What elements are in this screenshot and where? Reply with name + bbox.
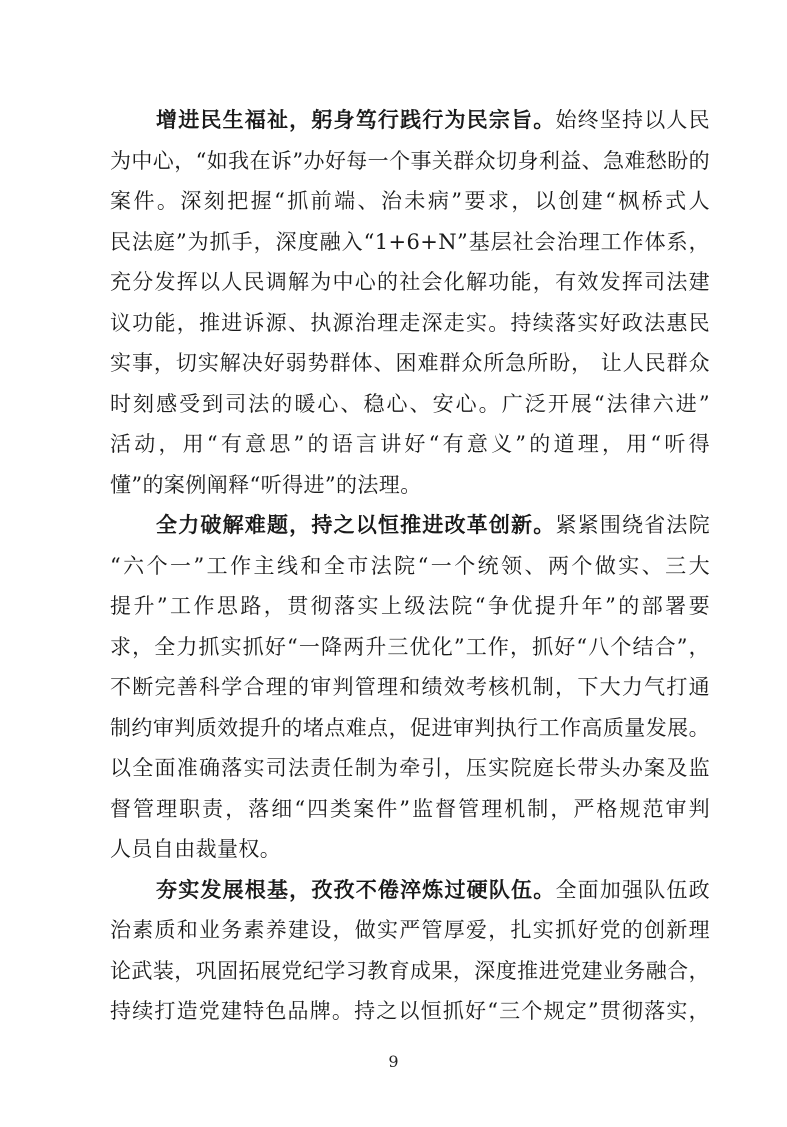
paragraph-text: 紧紧围绕省法院 — [555, 513, 710, 537]
paragraph-line: 实事，切实解决好弱势群体、困难群众所急所盼， 让人民群众 — [110, 351, 710, 375]
paragraph-line: 治素质和业务素养建设，做实严管厚爱，扎实抓好党的创新理 — [110, 918, 710, 942]
paragraph-line: 民法庭”为抓手，深度融入“1+6+N”基层社会治理工作体系， — [110, 229, 710, 254]
paragraph-livelihood — [110, 100, 710, 505]
paragraph-line: 制约审判质效提升的堵点难点，促进审判执行工作高质量发展。 — [110, 715, 710, 740]
document-body — [110, 100, 710, 1032]
paragraph-line: 论武装，巩固拓展党纪学习教育成果，深度推进党建业务融合， — [110, 958, 710, 983]
paragraph-text: 全面加强队伍政 — [555, 877, 710, 902]
paragraph-text: 始终坚持以人民 — [555, 108, 710, 132]
paragraph-line: 充分发挥以人民调解为中心的社会化解功能，有效发挥司法建 — [110, 270, 710, 294]
paragraph-heading: 全力破解难题，持之以恒推进改革创新。 — [156, 512, 556, 537]
paragraph-line: 以全面准确落实司法责任制为牵引，压实院庭长带头办案及监 — [110, 756, 710, 780]
paragraph-line: 求，全力抓实抓好“一降两升三优化”工作，抓好“八个结合”， — [110, 634, 710, 659]
paragraph-first-line — [110, 505, 710, 546]
paragraph-line: 督管理职责，落细“四类案件”监督管理机制，严格规范审判 — [110, 796, 710, 821]
paragraph-first-line — [110, 100, 710, 141]
paragraph-line: 持续打造党建特色品牌。持之以恒抓好“三个规定”贯彻落实， — [110, 999, 710, 1023]
paragraph-reform — [110, 505, 710, 870]
paragraph-heading: 夯实发展根基，孜孜不倦淬炼过硬队伍。 — [156, 876, 556, 902]
paragraph-line: 活动，用“有意思”的语言讲好“有意义”的道理，用“听得 — [110, 432, 710, 456]
paragraph-line: 时刻感受到司法的暖心、稳心、安心。广泛开展“法律六进” — [110, 391, 710, 416]
paragraph-line: 案件。深刻把握“抓前端、治未病”要求，以创建“枫桥式人 — [110, 189, 710, 213]
paragraph-line: 议功能，推进诉源、执源治理走深走实。持续落实好政法惠民 — [110, 310, 710, 335]
paragraph-line: “六个一”工作主线和全市法院“一个统领、两个做实、三大 — [110, 553, 710, 578]
paragraph-first-line — [110, 870, 710, 911]
paragraph-team — [110, 870, 710, 1032]
paragraph-line: 人员自由裁量权。 — [110, 837, 282, 861]
paragraph-line: 为中心，“如我在诉”办好每一个事关群众切身利益、急难愁盼的 — [110, 148, 711, 173]
paragraph-line: 懂”的案例阐释“听得进”的法理。 — [110, 472, 422, 497]
paragraph-line: 提升”工作思路，贯彻落实上级法院“争优提升年”的部署要 — [110, 594, 710, 618]
paragraph-line: 不断完善科学合理的审判管理和绩效考核机制，下大力气打通 — [110, 675, 710, 699]
page-number: 9 — [388, 1052, 399, 1071]
paragraph-heading: 增进民生福祉，躬身笃行践行为民宗旨。 — [156, 107, 556, 132]
